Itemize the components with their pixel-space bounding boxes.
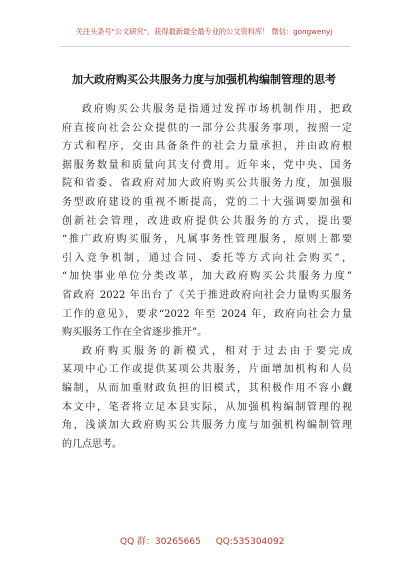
text-line: 本文中，笔者将立足本县实际，从加强机构编制管理的视 bbox=[62, 401, 352, 413]
paragraph-2 bbox=[62, 343, 352, 455]
footer-qq-contact: QQ:535304092 bbox=[215, 537, 285, 547]
paragraph-1 bbox=[62, 101, 352, 343]
header-banner: 关注头条号"公文研究"，获得最新最全最专业的公文资料库！ 微信：gongwenyj bbox=[75, 27, 333, 36]
footer-qq-group: QQ 群：30265665 bbox=[120, 537, 201, 547]
text-line: 方式和程序，交由具备条件的社会力量承担，并由政府根 bbox=[62, 141, 352, 153]
text-line: 务型政府建设的重视不断提高，党的二十大强调要加强和 bbox=[62, 196, 352, 208]
document-body bbox=[62, 101, 352, 454]
document-title: 加大政府购买公共服务力度与加强机构编制管理的思考 bbox=[72, 73, 336, 86]
header-divider bbox=[60, 46, 350, 47]
text-line: 院和省委、省政府对加大政府购买公共服务力度，加强服 bbox=[62, 178, 352, 190]
text-line: “加快事业单位分类改革，加大政府购买公共服务力度” bbox=[62, 271, 352, 283]
text-line: 工作的意见》，要求“2022 年至 2024 年，政府向社会力量 bbox=[62, 308, 352, 320]
text-line: 角，浅谈加大政府购买公共服务力度与加强机构编制管理 bbox=[62, 420, 352, 432]
text-line: 政府购买公共服务是指通过发挥市场机制作用，把政 bbox=[82, 104, 352, 115]
text-line: “推广政府购买服务，凡属事务性管理服务，原则上都要 bbox=[62, 234, 352, 246]
text-line: 的几点思考。 bbox=[62, 438, 122, 450]
text-line: 购买服务工作在全省逐步推开”。 bbox=[62, 327, 208, 339]
text-line: 据服务数量和质量向其支付费用。近年来，党中央、国务 bbox=[62, 159, 352, 171]
text-line: 府直接向社会公众提供的一部分公共服务事项，按照一定 bbox=[62, 122, 352, 134]
page-footer bbox=[120, 534, 320, 547]
text-line: 省政府 2022 年出台了《关于推进政府向社会力量购买服务 bbox=[62, 289, 352, 301]
text-line: 某项中心工作或提供某项公共服务，片面增加机构和人员 bbox=[62, 364, 352, 376]
text-line: 编制，从而加重财政负担的旧模式，其积极作用不容小觑 bbox=[62, 382, 352, 394]
text-line: 政府购买服务的新模式，相对于过去由于要完成 bbox=[82, 345, 352, 357]
text-line: 引入竞争机制，通过合同、委托等方式向社会购买”， bbox=[62, 252, 352, 264]
text-line: 创新社会管理，改进政府提供公共服务的方式，提出要 bbox=[62, 215, 352, 227]
